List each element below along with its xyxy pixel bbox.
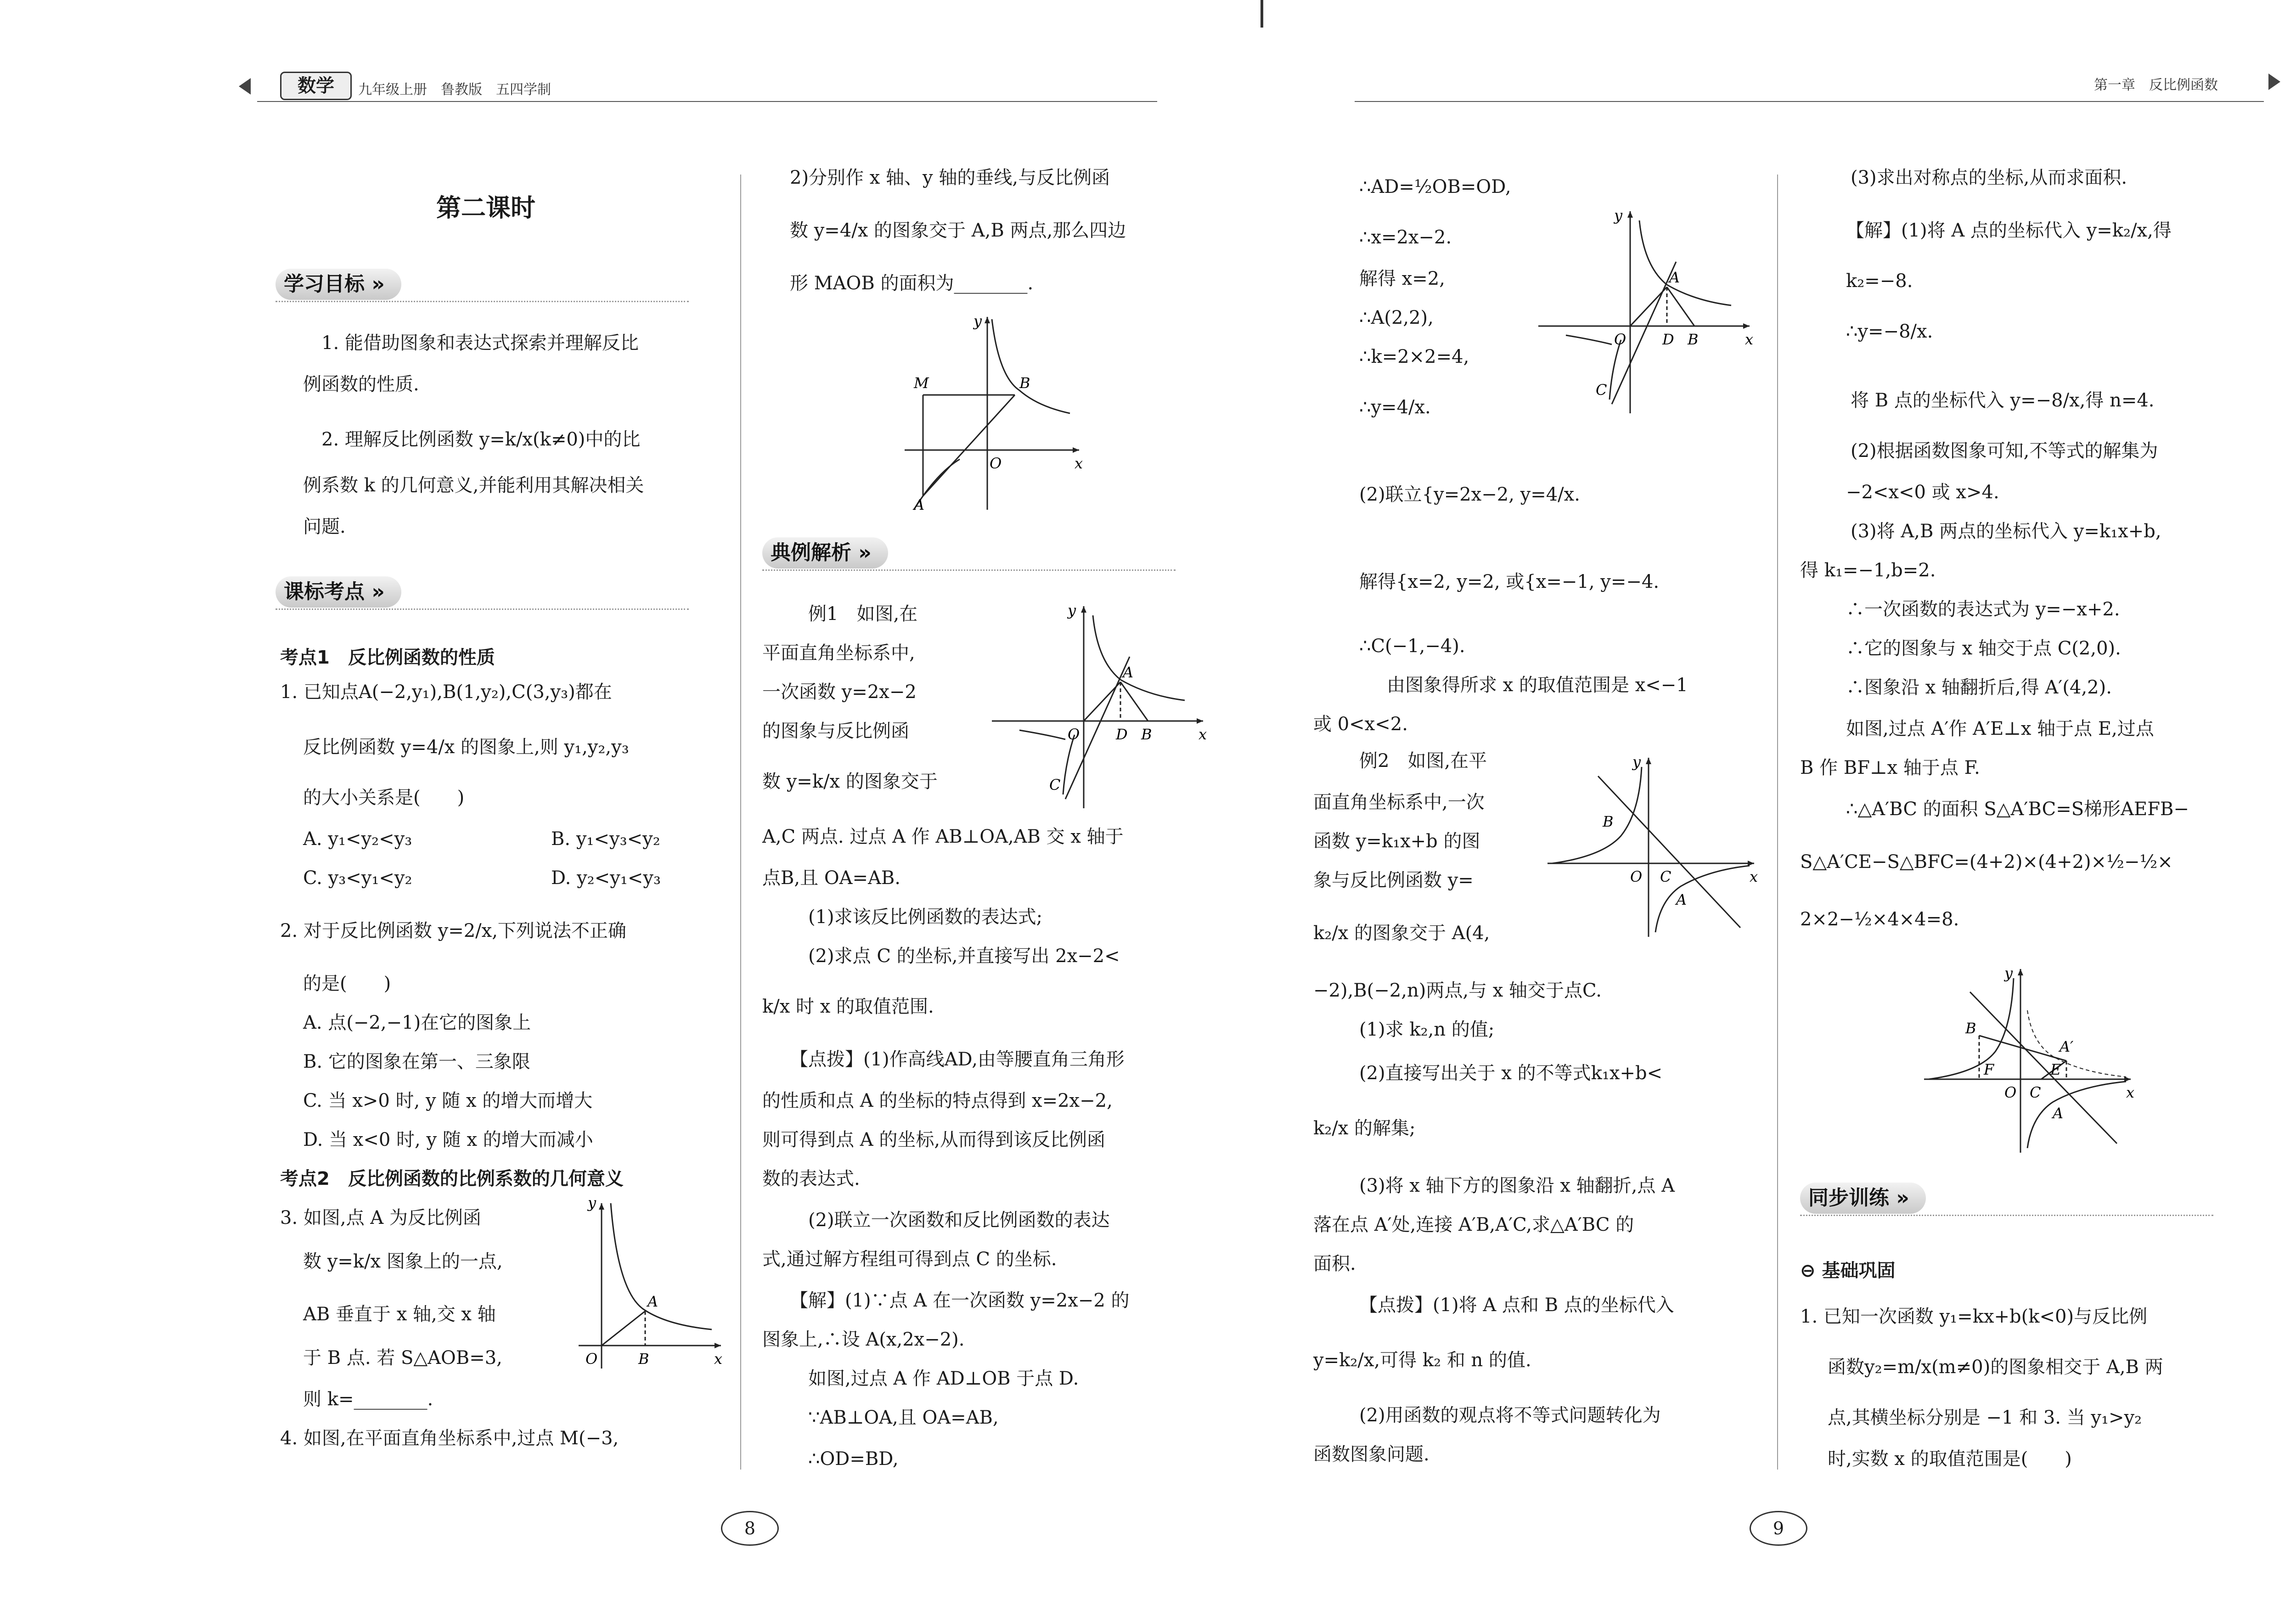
ex1-line: (1)求该反比例函数的表达式; bbox=[808, 907, 1043, 928]
ex1-line: 的图象与反比例函 bbox=[762, 721, 909, 742]
ex2-line: 【点拨】(1)将 A 点和 B 点的坐标代入 bbox=[1359, 1295, 1674, 1316]
goal-line: 2. 理解反比例函数 y=k/x(k≠0)中的比 bbox=[321, 429, 641, 450]
col3-line: 解得{x=2, y=2, 或{x=−1, y=−4. bbox=[1359, 571, 1660, 592]
kp1-title: 考点1 反比例函数的性质 bbox=[280, 647, 495, 668]
col-divider-right bbox=[1777, 175, 1778, 1470]
subject-badge: 数学 bbox=[280, 72, 352, 100]
ex1-hint: 【点拨】(1)作高线AD,由等腰直角三角形 bbox=[790, 1049, 1125, 1070]
fig-ex2-label: A bbox=[1676, 891, 1687, 908]
fig-q4-label: B bbox=[1019, 374, 1030, 392]
col4-line: −2<x<0 或 x>4. bbox=[1846, 482, 1999, 503]
ex2-line: k₂/x 的图象交于 A(4, bbox=[1313, 923, 1490, 944]
q1-option: A. y₁<y₂<y₃ bbox=[303, 828, 412, 850]
ex1-line: 平面直角坐标系中, bbox=[762, 642, 915, 664]
fig-ex2b-label: A bbox=[2053, 1104, 2064, 1122]
ex1-line: k/x 时 x 的取值范围. bbox=[762, 996, 934, 1017]
ex2-line: −2),B(−2,n)两点,与 x 轴交于点C. bbox=[1313, 980, 1602, 1001]
page-binding bbox=[1261, 0, 1263, 28]
q4-line: 4. 如图,在平面直角坐标系中,过点 M(−3, bbox=[280, 1428, 619, 1449]
fig-q3-label: x bbox=[714, 1350, 723, 1368]
section-goal-label: 学习目标 » bbox=[276, 269, 401, 300]
ex1-line: 例1 如图,在 bbox=[808, 603, 918, 625]
section-points-label: 课标考点 » bbox=[276, 576, 401, 608]
col3-line: 由图象得所求 x 的取值范围是 x<−1 bbox=[1387, 675, 1688, 696]
q2-line: B. 它的图象在第一、三象限 bbox=[303, 1051, 530, 1072]
goal-line: 例函数的性质. bbox=[303, 374, 419, 395]
fig-q3-label: B bbox=[638, 1350, 649, 1368]
p1-line: 函数y₂=m/x(m≠0)的图象相交于 A,B 两 bbox=[1828, 1357, 2163, 1378]
section-goal bbox=[276, 269, 689, 302]
section-example-label: 典例解析 » bbox=[762, 537, 888, 569]
q1-option: B. y₁<y₃<y₂ bbox=[551, 828, 660, 850]
fig-ex1b-label: O bbox=[1614, 331, 1626, 348]
fig-ex2b-label: O bbox=[2004, 1084, 2017, 1101]
q3-line: AB 垂直于 x 轴,交 x 轴 bbox=[303, 1304, 496, 1325]
p1-line: 1. 已知一次函数 y₁=kx+b(k<0)与反比例 bbox=[1800, 1306, 2148, 1327]
q3-line: 数 y=k/x 图象上的一点, bbox=[303, 1251, 503, 1272]
goal-line: 例系数 k 的几何意义,并能利用其解决相关 bbox=[303, 475, 644, 496]
figure-q4 bbox=[895, 308, 1088, 514]
fig-ex1-label: A bbox=[1123, 664, 1134, 681]
ex1-hint: ∴OD=BD, bbox=[808, 1448, 899, 1470]
nav-next-icon bbox=[2268, 73, 2280, 90]
ex2-line: 例2 如图,在平 bbox=[1359, 750, 1487, 772]
page-number-left: 8 bbox=[721, 1511, 779, 1546]
p1-line: 点,其横坐标分别是 −1 和 3. 当 y₁>y₂ bbox=[1828, 1407, 2142, 1428]
ex1-hint: 数的表达式. bbox=[762, 1168, 860, 1189]
fig-ex1b-label: C bbox=[1596, 381, 1607, 399]
fig-ex2-label: y bbox=[1632, 753, 1641, 771]
q1-option: C. y₃<y₁<y₂ bbox=[303, 867, 412, 889]
ex1-hint: 图象上,∴设 A(x,2x−2). bbox=[762, 1329, 965, 1350]
col3-line: ∴C(−1,−4). bbox=[1359, 636, 1465, 657]
ex1-hint: 则可得到点 A 的坐标,从而得到该反比例函 bbox=[762, 1129, 1106, 1150]
ex2-line: k₂/x 的解集; bbox=[1313, 1118, 1416, 1139]
ex2-line: (3)将 x 轴下方的图象沿 x 轴翻折,点 A bbox=[1359, 1175, 1675, 1196]
col3-line: ∴k=2×2=4, bbox=[1359, 346, 1469, 367]
col4-line: B 作 BF⊥x 轴于点 F. bbox=[1800, 757, 1980, 778]
fig-ex2-label: O bbox=[1630, 868, 1643, 885]
p1-line: 时,实数 x 的取值范围是( ) bbox=[1828, 1448, 2072, 1470]
q3-line: 则 k=________. bbox=[303, 1389, 433, 1410]
col3-line: ∴AD=½OB=OD, bbox=[1359, 176, 1511, 197]
fig-q3-label: A bbox=[647, 1293, 658, 1310]
page-number-right: 9 bbox=[1750, 1511, 1807, 1546]
ex1-hint: (2)联立一次函数和反比例函数的表达 bbox=[808, 1210, 1110, 1231]
fig-ex2-label: B bbox=[1603, 813, 1614, 830]
ex1-hint: 式,通过解方程组可得到点 C 的坐标. bbox=[762, 1249, 1057, 1270]
fig-ex1-label: O bbox=[1068, 726, 1080, 743]
q2-line: A. 点(−2,−1)在它的图象上 bbox=[303, 1012, 531, 1033]
col4-line: 【解】(1)将 A 点的坐标代入 y=k₂/x,得 bbox=[1846, 220, 2172, 241]
col4-line: 如图,过点 A′作 A′E⊥x 轴于点 E,过点 bbox=[1846, 718, 2154, 739]
figure-ex2-solution bbox=[1919, 960, 2140, 1157]
col-divider-left bbox=[740, 175, 741, 1470]
q2-line: 的是( ) bbox=[303, 973, 391, 994]
ex1-line: (2)求点 C 的坐标,并直接写出 2x−2< bbox=[808, 946, 1120, 967]
col4-line: ∴△A′BC 的面积 S△A′BC=S梯形AEFB− bbox=[1846, 799, 2189, 820]
basic-title: ⊖ 基础巩固 bbox=[1800, 1260, 1896, 1281]
fig-ex1b-label: B bbox=[1688, 331, 1699, 348]
fig-ex2b-label: x bbox=[2126, 1084, 2135, 1101]
ex2-line: y=k₂/x,可得 k₂ 和 n 的值. bbox=[1313, 1350, 1531, 1371]
col4-line: S△A′CE−S△BFC=(4+2)×(4+2)×½−½× bbox=[1800, 851, 2173, 873]
ex2-line: 落在点 A′处,连接 A′B,A′C,求△A′BC 的 bbox=[1313, 1214, 1634, 1235]
goal-line: 1. 能借助图象和表达式探索并理解反比 bbox=[321, 332, 639, 354]
col4-line: ∴一次函数的表达式为 y=−x+2. bbox=[1846, 599, 2120, 620]
fig-ex1-label: D bbox=[1116, 726, 1128, 743]
fig-ex1b-label: D bbox=[1662, 331, 1674, 348]
kp2-title: 考点2 反比例函数的比例系数的几何意义 bbox=[280, 1168, 624, 1189]
fig-ex2b-label: F bbox=[1984, 1061, 1994, 1078]
chapter-title: 第一章 反比例函数 bbox=[2094, 77, 2218, 93]
q2-line: 2. 对于反比例函数 y=2/x,下列说法不正确 bbox=[280, 920, 626, 941]
ex1-line: 数 y=k/x 的图象交于 bbox=[762, 771, 938, 792]
fig-ex1-label: C bbox=[1049, 776, 1061, 794]
section-example bbox=[762, 537, 1176, 571]
fig-ex1-label: B bbox=[1141, 726, 1152, 743]
fig-q4-label: M bbox=[914, 374, 929, 392]
ex1-line: 一次函数 y=2x−2 bbox=[762, 682, 917, 703]
col4-line: (2)根据函数图象可知,不等式的解集为 bbox=[1851, 440, 2158, 462]
ex1-hint: 如图,过点 A 作 AD⊥OB 于点 D. bbox=[808, 1368, 1079, 1389]
fig-ex1b-label: A bbox=[1669, 269, 1680, 286]
fig-q4-label: A bbox=[914, 496, 925, 513]
col2-line: 2)分别作 x 轴、y 轴的垂线,与反比例函 bbox=[790, 167, 1110, 188]
figure-ex2 bbox=[1543, 749, 1763, 941]
col4-line: ∴y=−8/x. bbox=[1846, 321, 1933, 342]
fig-ex1-label: x bbox=[1199, 726, 1207, 743]
ex1-hint: ∵AB⊥OA,且 OA=AB, bbox=[808, 1407, 999, 1428]
fig-ex2b-label: y bbox=[2004, 964, 2013, 982]
fig-q3-label: O bbox=[585, 1350, 598, 1368]
ex1-line: A,C 两点. 过点 A 作 AB⊥OA,AB 交 x 轴于 bbox=[762, 826, 1124, 847]
q1-line: 反比例函数 y=4/x 的图象上,则 y₁,y₂,y₃ bbox=[303, 737, 629, 758]
fig-ex2b-label: A′ bbox=[2060, 1038, 2074, 1055]
ex2-line: 面直角坐标系中,一次 bbox=[1313, 792, 1485, 813]
q1-option: D. y₂<y₁<y₃ bbox=[551, 867, 661, 889]
figure-q3 bbox=[574, 1194, 730, 1373]
q2-line: C. 当 x>0 时, y 随 x 的增大而增大 bbox=[303, 1090, 593, 1111]
section-points bbox=[276, 576, 689, 610]
col2-line: 数 y=4/x 的图象交于 A,B 两点,那么四边 bbox=[790, 220, 1126, 241]
book-info: 九年级上册 鲁教版 五四学制 bbox=[358, 82, 551, 98]
col3-line: (2)联立{y=2x−2, y=4/x. bbox=[1359, 484, 1580, 505]
ex1-hint: 的性质和点 A 的坐标的特点得到 x=2x−2, bbox=[762, 1090, 1113, 1111]
col3-line: ∴y=4/x. bbox=[1359, 397, 1431, 418]
col2-line: 形 MAOB 的面积为________. bbox=[790, 273, 1034, 294]
ex2-line: (2)直接写出关于 x 的不等式k₁x+b< bbox=[1359, 1063, 1663, 1084]
ex1-line: 点B,且 OA=AB. bbox=[762, 867, 901, 889]
fig-ex1b-label: y bbox=[1614, 207, 1623, 224]
nav-prev-icon bbox=[239, 78, 251, 95]
col3-line: ∴x=2x−2. bbox=[1359, 227, 1452, 248]
col4-line: 2×2−½×4×4=8. bbox=[1800, 909, 1959, 930]
col3-line: ∴A(2,2), bbox=[1359, 307, 1434, 328]
q2-line: D. 当 x<0 时, y 随 x 的增大而减小 bbox=[303, 1129, 593, 1150]
left-header-rule bbox=[257, 101, 1157, 102]
fig-ex1b-label: x bbox=[1745, 331, 1754, 348]
ex2-line: 函数 y=k₁x+b 的图 bbox=[1313, 831, 1480, 852]
ex2-line: 象与反比例函数 y= bbox=[1313, 870, 1474, 891]
col4-line: (3)将 A,B 两点的坐标代入 y=k₁x+b, bbox=[1851, 521, 2161, 542]
q3-line: 于 B 点. 若 S△AOB=3, bbox=[303, 1347, 502, 1369]
col3-line: 或 0<x<2. bbox=[1313, 714, 1408, 735]
figure-ex1 bbox=[983, 597, 1212, 813]
fig-q4-label: y bbox=[974, 312, 982, 330]
col4-line: k₂=−8. bbox=[1846, 270, 1913, 292]
fig-ex2b-label: B bbox=[1965, 1020, 1976, 1037]
right-header-rule bbox=[1355, 101, 2264, 102]
goal-line: 问题. bbox=[303, 516, 346, 537]
q1-line: 的大小关系是( ) bbox=[303, 787, 465, 808]
fig-ex2-label: C bbox=[1660, 868, 1671, 885]
q3-line: 3. 如图,点 A 为反比例函 bbox=[280, 1207, 481, 1228]
fig-ex2-label: x bbox=[1750, 868, 1758, 885]
ex2-line: 函数图象问题. bbox=[1313, 1444, 1429, 1465]
fig-q4-label: O bbox=[990, 455, 1002, 472]
fig-q4-label: x bbox=[1075, 455, 1083, 472]
fig-ex2b-label: C bbox=[2030, 1084, 2041, 1101]
col4-line: ∴它的图象与 x 轴交于点 C(2,0). bbox=[1846, 638, 2121, 659]
col4-line: 将 B 点的坐标代入 y=−8/x,得 n=4. bbox=[1851, 390, 2155, 411]
fig-ex1-label: y bbox=[1068, 602, 1076, 619]
ex2-line: (1)求 k₂,n 的值; bbox=[1359, 1019, 1495, 1040]
ex2-line: (2)用函数的观点将不等式问题转化为 bbox=[1359, 1405, 1661, 1426]
col4-line: (3)求出对称点的坐标,从而求面积. bbox=[1851, 167, 2127, 188]
ex1-hint: 【解】(1)∵点 A 在一次函数 y=2x−2 的 bbox=[790, 1290, 1130, 1311]
fig-ex2b-label: E bbox=[2050, 1061, 2061, 1078]
section-practice-label: 同步训练 » bbox=[1800, 1183, 1926, 1214]
col4-line: 得 k₁=−1,b=2. bbox=[1800, 560, 1936, 581]
figure-ex1-solution bbox=[1529, 202, 1759, 418]
fig-q3-label: y bbox=[588, 1194, 597, 1211]
q1-line: 1. 已知点A(−2,y₁),B(1,y₂),C(3,y₃)都在 bbox=[280, 682, 612, 703]
section-practice bbox=[1800, 1183, 2213, 1216]
left-header bbox=[239, 69, 928, 101]
col3-line: 解得 x=2, bbox=[1359, 268, 1445, 289]
col4-line: ∴图象沿 x 轴翻折后,得 A′(4,2). bbox=[1846, 677, 2112, 698]
lesson-title: 第二课时 bbox=[436, 193, 535, 222]
ex2-line: 面积. bbox=[1313, 1253, 1356, 1274]
